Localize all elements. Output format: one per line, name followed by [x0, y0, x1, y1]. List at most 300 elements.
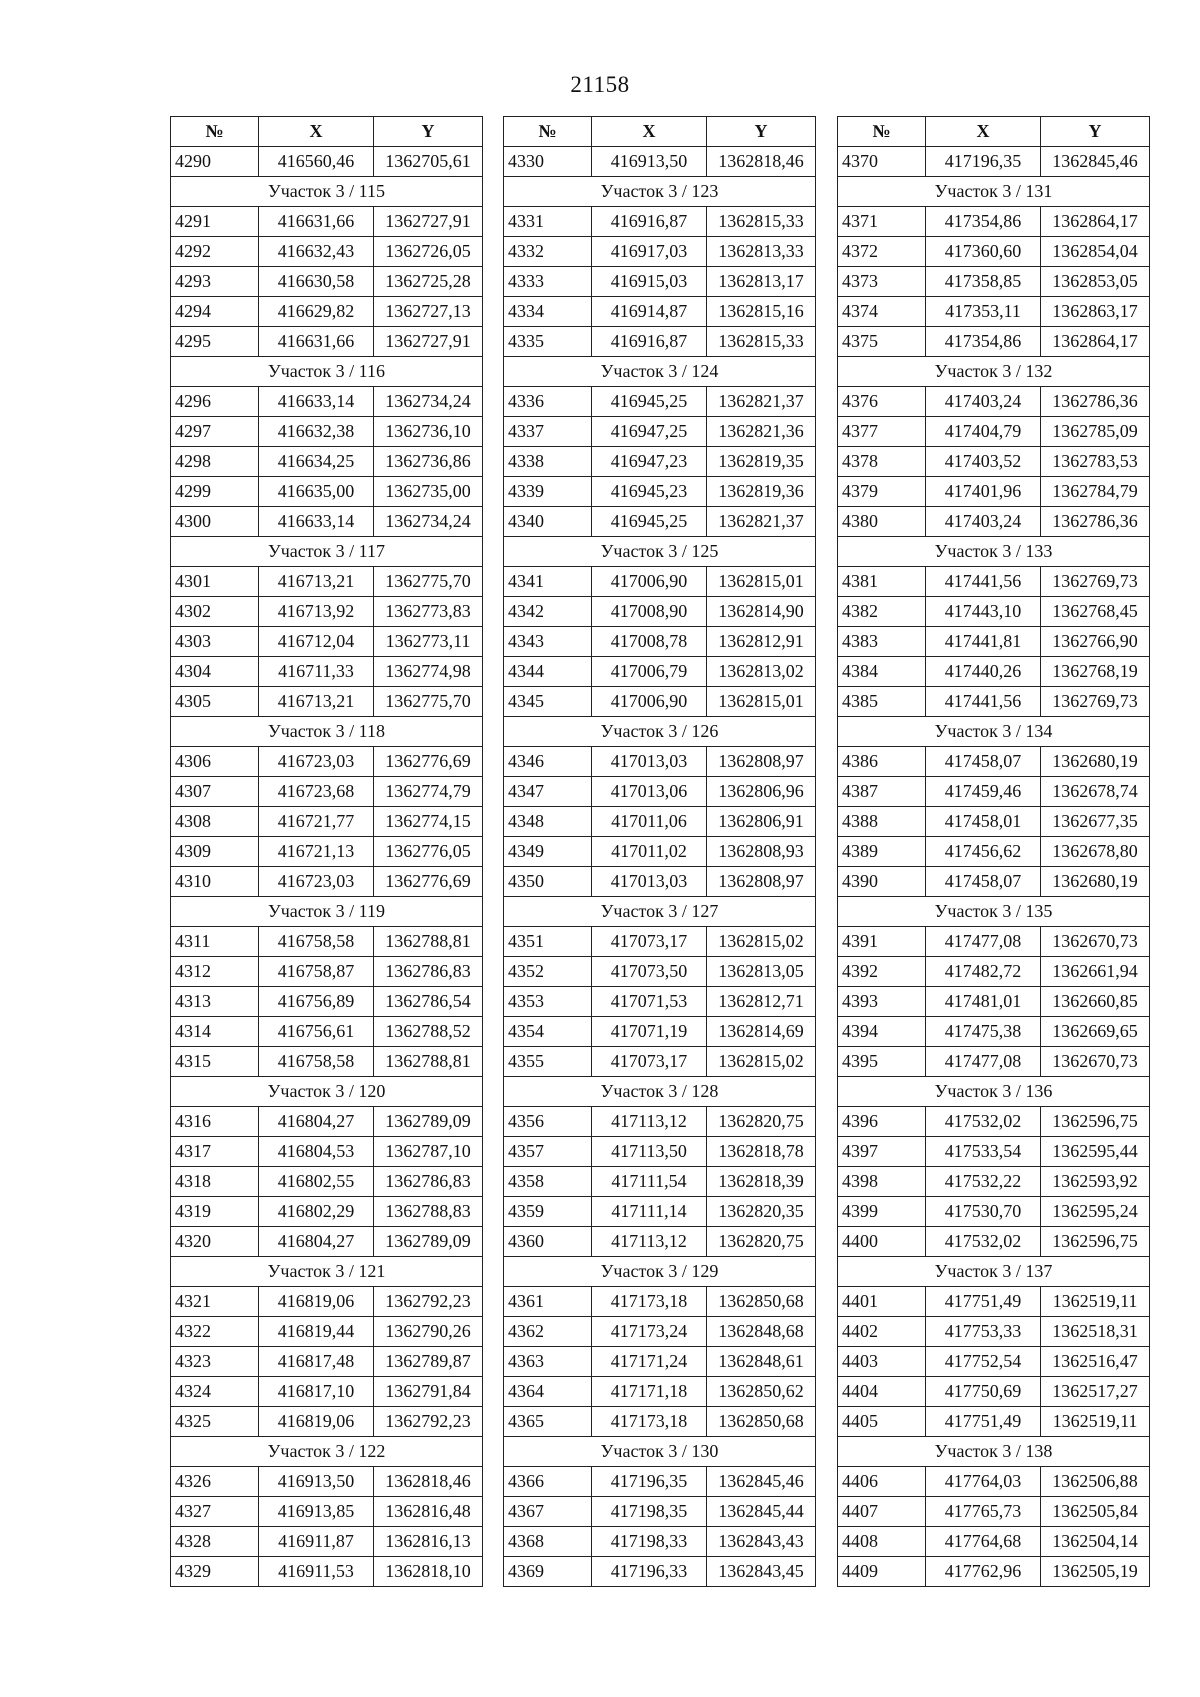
table-row — [504, 1287, 816, 1317]
y-coordinate-cell: 1362595,44 — [1041, 1137, 1150, 1167]
point-number-cell: 4348 — [504, 807, 592, 837]
table-row — [171, 777, 483, 807]
x-coordinate-cell: 417404,79 — [926, 417, 1041, 447]
table-row — [504, 267, 816, 297]
point-number-cell: 4376 — [838, 387, 926, 417]
table-row — [838, 1227, 1150, 1257]
header-num: № — [838, 117, 926, 147]
x-coordinate-cell: 417764,68 — [926, 1527, 1041, 1557]
section-header-row — [504, 1437, 816, 1467]
x-coordinate-cell: 416629,82 — [259, 297, 374, 327]
point-number-cell: 4293 — [171, 267, 259, 297]
y-coordinate-cell: 1362806,96 — [707, 777, 816, 807]
y-coordinate-cell: 1362815,33 — [707, 327, 816, 357]
y-coordinate-cell: 1362768,45 — [1041, 597, 1150, 627]
y-coordinate-cell: 1362773,11 — [374, 627, 483, 657]
section-header-row — [838, 357, 1150, 387]
y-coordinate-cell: 1362848,61 — [707, 1347, 816, 1377]
point-number-cell: 4352 — [504, 957, 592, 987]
x-coordinate-cell: 416819,44 — [259, 1317, 374, 1347]
x-coordinate-cell: 417764,03 — [926, 1467, 1041, 1497]
y-coordinate-cell: 1362504,14 — [1041, 1527, 1150, 1557]
x-coordinate-cell: 416756,61 — [259, 1017, 374, 1047]
section-header-row — [171, 717, 483, 747]
point-number-cell: 4350 — [504, 867, 592, 897]
y-coordinate-cell: 1362669,65 — [1041, 1017, 1150, 1047]
point-number-cell: 4393 — [838, 987, 926, 1017]
table-row — [838, 1287, 1150, 1317]
y-coordinate-cell: 1362505,84 — [1041, 1497, 1150, 1527]
table-row — [504, 297, 816, 327]
point-number-cell: 4362 — [504, 1317, 592, 1347]
y-coordinate-cell: 1362519,11 — [1041, 1287, 1150, 1317]
x-coordinate-cell: 417008,78 — [592, 627, 707, 657]
header-x: X — [592, 117, 707, 147]
x-coordinate-cell: 417532,02 — [926, 1107, 1041, 1137]
x-coordinate-cell: 416634,25 — [259, 447, 374, 477]
y-coordinate-cell: 1362843,43 — [707, 1527, 816, 1557]
y-coordinate-cell: 1362735,00 — [374, 477, 483, 507]
table-row — [171, 297, 483, 327]
x-coordinate-cell: 417475,38 — [926, 1017, 1041, 1047]
coordinates-table-2 — [503, 116, 816, 1587]
point-number-cell: 4292 — [171, 237, 259, 267]
y-coordinate-cell: 1362660,85 — [1041, 987, 1150, 1017]
x-coordinate-cell: 416560,46 — [259, 147, 374, 177]
table-row — [504, 1347, 816, 1377]
x-coordinate-cell: 416635,00 — [259, 477, 374, 507]
x-coordinate-cell: 417530,70 — [926, 1197, 1041, 1227]
table-row — [171, 957, 483, 987]
point-number-cell: 4357 — [504, 1137, 592, 1167]
x-coordinate-cell: 417458,01 — [926, 807, 1041, 837]
header-x: X — [926, 117, 1041, 147]
x-coordinate-cell: 416632,43 — [259, 237, 374, 267]
table-row — [171, 1017, 483, 1047]
table-row — [504, 237, 816, 267]
y-coordinate-cell: 1362596,75 — [1041, 1227, 1150, 1257]
y-coordinate-cell: 1362845,44 — [707, 1497, 816, 1527]
point-number-cell: 4317 — [171, 1137, 259, 1167]
section-header-row — [504, 537, 816, 567]
section-label: Участок 3 / 126 — [504, 717, 816, 747]
table-row — [504, 1167, 816, 1197]
point-number-cell: 4320 — [171, 1227, 259, 1257]
table-row — [838, 867, 1150, 897]
y-coordinate-cell: 1362518,31 — [1041, 1317, 1150, 1347]
point-number-cell: 4334 — [504, 297, 592, 327]
table-row — [171, 837, 483, 867]
point-number-cell: 4391 — [838, 927, 926, 957]
header-y: Y — [707, 117, 816, 147]
table-row — [838, 777, 1150, 807]
table-row — [504, 1017, 816, 1047]
x-coordinate-cell: 416633,14 — [259, 507, 374, 537]
y-coordinate-cell: 1362815,33 — [707, 207, 816, 237]
point-number-cell: 4358 — [504, 1167, 592, 1197]
table-row — [838, 807, 1150, 837]
y-coordinate-cell: 1362815,02 — [707, 1047, 816, 1077]
x-coordinate-cell: 416804,53 — [259, 1137, 374, 1167]
y-coordinate-cell: 1362596,75 — [1041, 1107, 1150, 1137]
y-coordinate-cell: 1362808,97 — [707, 867, 816, 897]
point-number-cell: 4344 — [504, 657, 592, 687]
y-coordinate-cell: 1362705,61 — [374, 147, 483, 177]
y-coordinate-cell: 1362680,19 — [1041, 747, 1150, 777]
point-number-cell: 4360 — [504, 1227, 592, 1257]
x-coordinate-cell: 416916,87 — [592, 327, 707, 357]
x-coordinate-cell: 417173,18 — [592, 1407, 707, 1437]
y-coordinate-cell: 1362813,17 — [707, 267, 816, 297]
y-coordinate-cell: 1362776,05 — [374, 837, 483, 867]
x-coordinate-cell: 417073,17 — [592, 1047, 707, 1077]
table-row — [171, 477, 483, 507]
x-coordinate-cell: 417532,22 — [926, 1167, 1041, 1197]
point-number-cell: 4309 — [171, 837, 259, 867]
table-row — [504, 147, 816, 177]
y-coordinate-cell: 1362785,09 — [1041, 417, 1150, 447]
point-number-cell: 4381 — [838, 567, 926, 597]
header-y: Y — [374, 117, 483, 147]
point-number-cell: 4295 — [171, 327, 259, 357]
y-coordinate-cell: 1362813,02 — [707, 657, 816, 687]
x-coordinate-cell: 416723,03 — [259, 867, 374, 897]
y-coordinate-cell: 1362821,37 — [707, 507, 816, 537]
x-coordinate-cell: 417196,33 — [592, 1557, 707, 1587]
y-coordinate-cell: 1362808,93 — [707, 837, 816, 867]
table-row — [171, 1557, 483, 1587]
x-coordinate-cell: 417459,46 — [926, 777, 1041, 807]
x-coordinate-cell: 417456,62 — [926, 837, 1041, 867]
y-coordinate-cell: 1362792,23 — [374, 1407, 483, 1437]
x-coordinate-cell: 416802,29 — [259, 1197, 374, 1227]
table-row — [504, 1197, 816, 1227]
x-coordinate-cell: 416631,66 — [259, 327, 374, 357]
x-coordinate-cell: 417481,01 — [926, 987, 1041, 1017]
point-number-cell: 4365 — [504, 1407, 592, 1437]
point-number-cell: 4385 — [838, 687, 926, 717]
point-number-cell: 4356 — [504, 1107, 592, 1137]
point-number-cell: 4371 — [838, 207, 926, 237]
point-number-cell: 4395 — [838, 1047, 926, 1077]
y-coordinate-cell: 1362788,81 — [374, 927, 483, 957]
x-coordinate-cell: 416758,58 — [259, 927, 374, 957]
x-coordinate-cell: 417532,02 — [926, 1227, 1041, 1257]
x-coordinate-cell: 417443,10 — [926, 597, 1041, 627]
section-header-row — [171, 1257, 483, 1287]
table-row — [171, 1287, 483, 1317]
x-coordinate-cell: 417358,85 — [926, 267, 1041, 297]
y-coordinate-cell: 1362736,86 — [374, 447, 483, 477]
x-coordinate-cell: 416819,06 — [259, 1287, 374, 1317]
point-number-cell: 4347 — [504, 777, 592, 807]
y-coordinate-cell: 1362783,53 — [1041, 447, 1150, 477]
point-number-cell: 4401 — [838, 1287, 926, 1317]
y-coordinate-cell: 1362789,87 — [374, 1347, 483, 1377]
table-row — [838, 1107, 1150, 1137]
y-coordinate-cell: 1362774,15 — [374, 807, 483, 837]
y-coordinate-cell: 1362814,69 — [707, 1017, 816, 1047]
y-coordinate-cell: 1362727,13 — [374, 297, 483, 327]
table-row — [171, 1377, 483, 1407]
table-row — [504, 657, 816, 687]
y-coordinate-cell: 1362670,73 — [1041, 927, 1150, 957]
point-number-cell: 4379 — [838, 477, 926, 507]
point-number-cell: 4353 — [504, 987, 592, 1017]
x-coordinate-cell: 416911,87 — [259, 1527, 374, 1557]
point-number-cell: 4390 — [838, 867, 926, 897]
y-coordinate-cell: 1362670,73 — [1041, 1047, 1150, 1077]
table-row — [504, 807, 816, 837]
point-number-cell: 4315 — [171, 1047, 259, 1077]
point-number-cell: 4322 — [171, 1317, 259, 1347]
x-coordinate-cell: 417458,07 — [926, 747, 1041, 777]
table-row — [171, 567, 483, 597]
point-number-cell: 4339 — [504, 477, 592, 507]
x-coordinate-cell: 416911,53 — [259, 1557, 374, 1587]
y-coordinate-cell: 1362792,23 — [374, 1287, 483, 1317]
y-coordinate-cell: 1362818,46 — [707, 147, 816, 177]
table-row — [838, 627, 1150, 657]
x-coordinate-cell: 417477,08 — [926, 1047, 1041, 1077]
table-row — [171, 927, 483, 957]
section-label: Участок 3 / 122 — [171, 1437, 483, 1467]
x-coordinate-cell: 416804,27 — [259, 1107, 374, 1137]
y-coordinate-cell: 1362853,05 — [1041, 267, 1150, 297]
x-coordinate-cell: 417762,96 — [926, 1557, 1041, 1587]
table-row — [504, 1467, 816, 1497]
x-coordinate-cell: 417482,72 — [926, 957, 1041, 987]
y-coordinate-cell: 1362815,16 — [707, 297, 816, 327]
point-number-cell: 4363 — [504, 1347, 592, 1377]
x-coordinate-cell: 417198,35 — [592, 1497, 707, 1527]
x-coordinate-cell: 416945,25 — [592, 507, 707, 537]
point-number-cell: 4351 — [504, 927, 592, 957]
x-coordinate-cell: 417401,96 — [926, 477, 1041, 507]
x-coordinate-cell: 416721,13 — [259, 837, 374, 867]
point-number-cell: 4343 — [504, 627, 592, 657]
section-label: Участок 3 / 138 — [838, 1437, 1150, 1467]
section-header-row — [171, 177, 483, 207]
y-coordinate-cell: 1362819,35 — [707, 447, 816, 477]
x-coordinate-cell: 416917,03 — [592, 237, 707, 267]
point-number-cell: 4325 — [171, 1407, 259, 1437]
x-coordinate-cell: 416721,77 — [259, 807, 374, 837]
point-number-cell: 4341 — [504, 567, 592, 597]
y-coordinate-cell: 1362820,75 — [707, 1227, 816, 1257]
point-number-cell: 4331 — [504, 207, 592, 237]
y-coordinate-cell: 1362727,91 — [374, 207, 483, 237]
x-coordinate-cell: 417071,53 — [592, 987, 707, 1017]
point-number-cell: 4319 — [171, 1197, 259, 1227]
x-coordinate-cell: 416723,68 — [259, 777, 374, 807]
point-number-cell: 4359 — [504, 1197, 592, 1227]
table-row — [838, 267, 1150, 297]
x-coordinate-cell: 417173,18 — [592, 1287, 707, 1317]
y-coordinate-cell: 1362818,78 — [707, 1137, 816, 1167]
y-coordinate-cell: 1362815,01 — [707, 567, 816, 597]
table-row — [171, 417, 483, 447]
x-coordinate-cell: 416817,10 — [259, 1377, 374, 1407]
table-row — [171, 1467, 483, 1497]
table-row — [838, 297, 1150, 327]
y-coordinate-cell: 1362808,97 — [707, 747, 816, 777]
point-number-cell: 4392 — [838, 957, 926, 987]
x-coordinate-cell: 416916,87 — [592, 207, 707, 237]
point-number-cell: 4403 — [838, 1347, 926, 1377]
x-coordinate-cell: 417073,50 — [592, 957, 707, 987]
point-number-cell: 4316 — [171, 1107, 259, 1137]
point-number-cell: 4321 — [171, 1287, 259, 1317]
y-coordinate-cell: 1362786,83 — [374, 957, 483, 987]
table-row — [838, 567, 1150, 597]
table-row — [838, 957, 1150, 987]
x-coordinate-cell: 417111,54 — [592, 1167, 707, 1197]
point-number-cell: 4369 — [504, 1557, 592, 1587]
section-label: Участок 3 / 134 — [838, 717, 1150, 747]
point-number-cell: 4327 — [171, 1497, 259, 1527]
x-coordinate-cell: 416758,87 — [259, 957, 374, 987]
point-number-cell: 4326 — [171, 1467, 259, 1497]
x-coordinate-cell: 417006,90 — [592, 567, 707, 597]
point-number-cell: 4302 — [171, 597, 259, 627]
table-row — [504, 837, 816, 867]
point-number-cell: 4318 — [171, 1167, 259, 1197]
point-number-cell: 4312 — [171, 957, 259, 987]
y-coordinate-cell: 1362775,70 — [374, 567, 483, 597]
section-label: Участок 3 / 131 — [838, 177, 1150, 207]
point-number-cell: 4374 — [838, 297, 926, 327]
table-row — [171, 687, 483, 717]
section-header-row — [838, 537, 1150, 567]
y-coordinate-cell: 1362863,17 — [1041, 297, 1150, 327]
x-coordinate-cell: 416633,14 — [259, 387, 374, 417]
point-number-cell: 4378 — [838, 447, 926, 477]
y-coordinate-cell: 1362821,37 — [707, 387, 816, 417]
y-coordinate-cell: 1362821,36 — [707, 417, 816, 447]
y-coordinate-cell: 1362813,33 — [707, 237, 816, 267]
point-number-cell: 4404 — [838, 1377, 926, 1407]
table-row — [504, 207, 816, 237]
x-coordinate-cell: 416915,03 — [592, 267, 707, 297]
table-row — [504, 687, 816, 717]
table-row — [838, 837, 1150, 867]
table-row — [504, 447, 816, 477]
point-number-cell: 4367 — [504, 1497, 592, 1527]
table-row — [171, 1047, 483, 1077]
table-row — [838, 597, 1150, 627]
point-number-cell: 4340 — [504, 507, 592, 537]
y-coordinate-cell: 1362815,02 — [707, 927, 816, 957]
section-header-row — [504, 177, 816, 207]
header-num: № — [171, 117, 259, 147]
y-coordinate-cell: 1362864,17 — [1041, 327, 1150, 357]
section-header-row — [171, 897, 483, 927]
point-number-cell: 4304 — [171, 657, 259, 687]
y-coordinate-cell: 1362593,92 — [1041, 1167, 1150, 1197]
x-coordinate-cell: 416711,33 — [259, 657, 374, 687]
x-coordinate-cell: 417354,86 — [926, 327, 1041, 357]
point-number-cell: 4330 — [504, 147, 592, 177]
table-row — [504, 1107, 816, 1137]
table-row — [504, 777, 816, 807]
table-row — [838, 1467, 1150, 1497]
y-coordinate-cell: 1362816,48 — [374, 1497, 483, 1527]
y-coordinate-cell: 1362678,74 — [1041, 777, 1150, 807]
point-number-cell: 4402 — [838, 1317, 926, 1347]
header-x: X — [259, 117, 374, 147]
table-row — [171, 147, 483, 177]
y-coordinate-cell: 1362806,91 — [707, 807, 816, 837]
table-row — [171, 507, 483, 537]
x-coordinate-cell: 417765,73 — [926, 1497, 1041, 1527]
x-coordinate-cell: 417013,06 — [592, 777, 707, 807]
table-row — [171, 267, 483, 297]
table-row — [838, 657, 1150, 687]
y-coordinate-cell: 1362775,70 — [374, 687, 483, 717]
table-row — [171, 1407, 483, 1437]
table-row — [171, 1227, 483, 1257]
y-coordinate-cell: 1362845,46 — [707, 1467, 816, 1497]
y-coordinate-cell: 1362766,90 — [1041, 627, 1150, 657]
table-row — [838, 987, 1150, 1017]
table-row — [171, 1137, 483, 1167]
x-coordinate-cell: 416945,25 — [592, 387, 707, 417]
table-row — [504, 1407, 816, 1437]
point-number-cell: 4364 — [504, 1377, 592, 1407]
y-coordinate-cell: 1362774,79 — [374, 777, 483, 807]
x-coordinate-cell: 416632,38 — [259, 417, 374, 447]
y-coordinate-cell: 1362843,45 — [707, 1557, 816, 1587]
x-coordinate-cell: 416631,66 — [259, 207, 374, 237]
table-row — [838, 1407, 1150, 1437]
y-coordinate-cell: 1362787,10 — [374, 1137, 483, 1167]
point-number-cell: 4311 — [171, 927, 259, 957]
x-coordinate-cell: 417006,90 — [592, 687, 707, 717]
x-coordinate-cell: 416913,85 — [259, 1497, 374, 1527]
y-coordinate-cell: 1362680,19 — [1041, 867, 1150, 897]
point-number-cell: 4380 — [838, 507, 926, 537]
table-row — [838, 417, 1150, 447]
section-header-row — [171, 1437, 483, 1467]
x-coordinate-cell: 417750,69 — [926, 1377, 1041, 1407]
x-coordinate-cell: 417353,11 — [926, 297, 1041, 327]
x-coordinate-cell: 416630,58 — [259, 267, 374, 297]
point-number-cell: 4333 — [504, 267, 592, 297]
point-number-cell: 4399 — [838, 1197, 926, 1227]
table-row — [838, 207, 1150, 237]
x-coordinate-cell: 417751,49 — [926, 1407, 1041, 1437]
y-coordinate-cell: 1362791,84 — [374, 1377, 483, 1407]
table-row — [838, 1167, 1150, 1197]
table-row — [504, 1137, 816, 1167]
x-coordinate-cell: 417477,08 — [926, 927, 1041, 957]
point-number-cell: 4313 — [171, 987, 259, 1017]
section-header-row — [504, 1257, 816, 1287]
x-coordinate-cell: 417196,35 — [592, 1467, 707, 1497]
table-row — [504, 597, 816, 627]
x-coordinate-cell: 417011,02 — [592, 837, 707, 867]
table-row — [838, 1497, 1150, 1527]
point-number-cell: 4373 — [838, 267, 926, 297]
point-number-cell: 4290 — [171, 147, 259, 177]
table-row — [171, 807, 483, 837]
x-coordinate-cell: 417006,79 — [592, 657, 707, 687]
y-coordinate-cell: 1362864,17 — [1041, 207, 1150, 237]
table-row — [504, 1047, 816, 1077]
table-row — [171, 987, 483, 1017]
x-coordinate-cell: 417354,86 — [926, 207, 1041, 237]
